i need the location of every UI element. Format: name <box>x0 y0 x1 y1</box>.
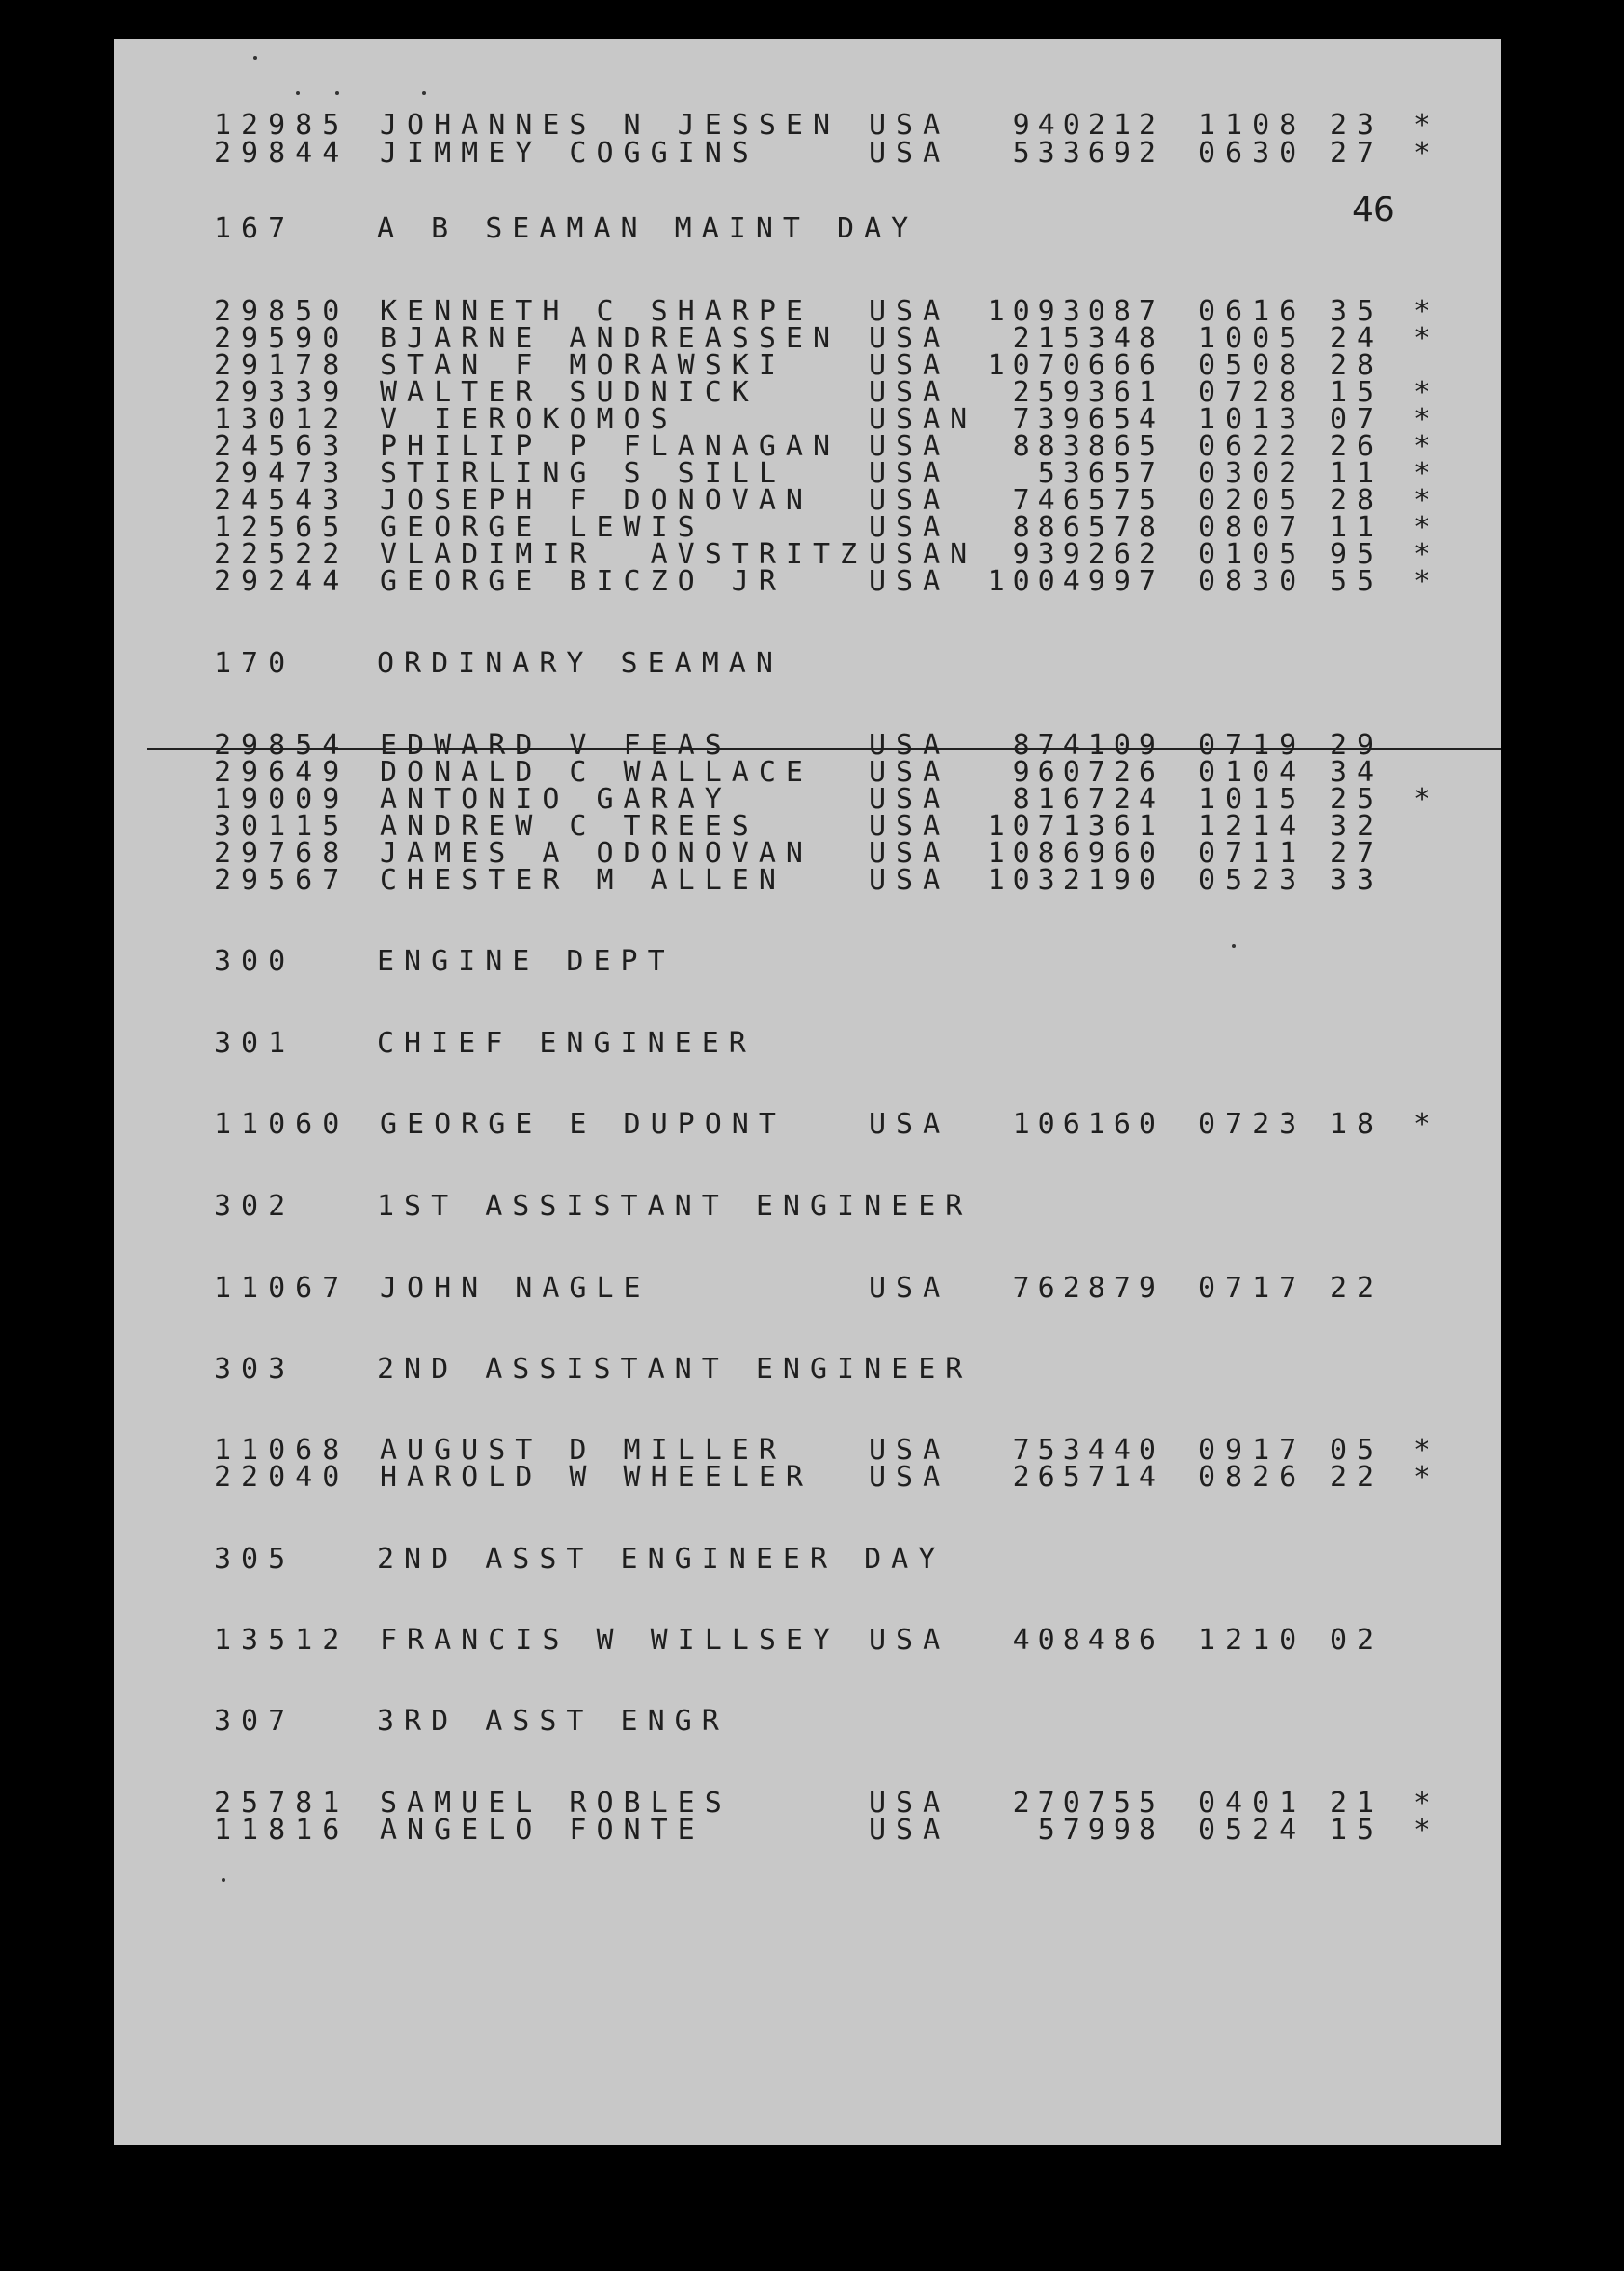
roster-entry <box>0 1108 1624 1141</box>
roster-entry <box>0 1814 1624 1846</box>
section-heading <box>0 1543 1624 1575</box>
entry-citizenship: USA <box>869 1434 951 1467</box>
entry-count: 35 <box>1330 295 1385 328</box>
entry-citizenship: USA <box>869 864 951 897</box>
entry-citizenship: USAN <box>869 538 978 571</box>
entry-name: GEORGE BICZO JR <box>380 565 786 598</box>
entry-date: 0717 <box>1198 1272 1307 1304</box>
entry-date: 0826 <box>1198 1461 1307 1494</box>
entry-citizenship: USA <box>869 1814 951 1846</box>
entry-name: AUGUST D MILLER <box>380 1434 786 1467</box>
entry-citizenship: USA <box>869 1461 951 1494</box>
entry-date: 0723 <box>1198 1108 1307 1141</box>
entry-date: 1005 <box>1198 322 1307 355</box>
entry-number: 265714 <box>1012 1461 1164 1494</box>
entry-count: 34 <box>1330 756 1385 789</box>
entry-number: 53657 <box>1037 457 1164 490</box>
entry-number: 1086960 <box>987 837 1164 870</box>
entry-date: 1013 <box>1198 403 1307 436</box>
entry-code: 12565 <box>214 511 350 544</box>
roster-entry <box>0 1624 1624 1656</box>
entry-code: 19009 <box>214 783 350 816</box>
entry-count: 11 <box>1330 457 1385 490</box>
entry-date: 1210 <box>1198 1624 1307 1656</box>
entry-code: 29244 <box>214 565 350 598</box>
entry-mark: * <box>1414 109 1441 142</box>
entry-name: STIRLING S SILL <box>380 457 786 490</box>
entry-count: 55 <box>1330 565 1385 598</box>
entry-code: 13012 <box>214 403 350 436</box>
entry-mark: * <box>1414 783 1441 816</box>
section-code: 303 <box>214 1353 296 1386</box>
entry-number: 886578 <box>1012 511 1164 544</box>
entry-name: BJARNE ANDREASSEN <box>380 322 841 355</box>
entry-mark: * <box>1414 137 1441 169</box>
entry-mark: * <box>1414 1814 1441 1846</box>
entry-date: 0630 <box>1198 137 1307 169</box>
ink-speck <box>296 91 300 95</box>
entry-count: 32 <box>1330 810 1385 843</box>
entry-mark: * <box>1414 295 1441 328</box>
entry-code: 11816 <box>214 1814 350 1846</box>
entry-name: GEORGE LEWIS <box>380 511 705 544</box>
section-heading <box>0 945 1624 978</box>
entry-citizenship: USA <box>869 837 951 870</box>
section-code: 305 <box>214 1543 296 1575</box>
section-title: 2ND ASST ENGINEER DAY <box>377 1543 946 1575</box>
entry-citizenship: USA <box>869 430 951 463</box>
entry-citizenship: USA <box>869 810 951 843</box>
entry-code: 30115 <box>214 810 350 843</box>
entry-name: JIMMEY COGGINS <box>380 137 759 169</box>
section-heading <box>0 1705 1624 1737</box>
entry-mark: * <box>1414 565 1441 598</box>
entry-count: 05 <box>1330 1434 1385 1467</box>
entry-count: 28 <box>1330 484 1385 517</box>
entry-mark: * <box>1414 430 1441 463</box>
section-title: A B SEAMAN MAINT DAY <box>377 212 919 245</box>
entry-citizenship: USA <box>869 783 951 816</box>
entry-number: 960726 <box>1012 756 1164 789</box>
entry-code: 29768 <box>214 837 350 870</box>
roster-entry <box>0 864 1624 897</box>
entry-date: 1214 <box>1198 810 1307 843</box>
section-heading <box>0 1353 1624 1386</box>
entry-date: 0711 <box>1198 837 1307 870</box>
entry-name: FRANCIS W WILLSEY <box>380 1624 841 1656</box>
entry-name: WALTER SUDNICK <box>380 376 759 409</box>
entry-citizenship: USA <box>869 511 951 544</box>
ink-speck <box>335 91 339 95</box>
entry-number: 874109 <box>1012 729 1164 762</box>
entry-mark: * <box>1414 376 1441 409</box>
entry-code: 24563 <box>214 430 350 463</box>
entry-date: 1108 <box>1198 109 1307 142</box>
entry-name: STAN F MORAWSKI <box>380 349 786 382</box>
ink-speck <box>222 1878 225 1882</box>
entry-citizenship: USA <box>869 1272 951 1304</box>
ink-speck <box>253 56 257 60</box>
entry-mark: * <box>1414 484 1441 517</box>
section-code: 301 <box>214 1027 296 1060</box>
entry-count: 07 <box>1330 403 1385 436</box>
entry-date: 0523 <box>1198 864 1307 897</box>
entry-name: SAMUEL ROBLES <box>380 1787 732 1819</box>
roster-entry <box>0 1461 1624 1494</box>
entry-citizenship: USA <box>869 137 951 169</box>
entry-count: 28 <box>1330 349 1385 382</box>
entry-citizenship: USA <box>869 756 951 789</box>
entry-date: 0524 <box>1198 1814 1307 1846</box>
section-heading <box>0 212 1624 245</box>
entry-number: 408486 <box>1012 1624 1164 1656</box>
entry-date: 0830 <box>1198 565 1307 598</box>
entry-code: 11060 <box>214 1108 350 1141</box>
entry-name: JOSEPH F DONOVAN <box>380 484 813 517</box>
entry-name: VLADIMIR AVSTRITZ <box>380 538 868 571</box>
entry-code: 29590 <box>214 322 350 355</box>
entry-count: 24 <box>1330 322 1385 355</box>
section-heading <box>0 1027 1624 1060</box>
entry-number: 57998 <box>1037 1814 1164 1846</box>
entry-citizenship: USA <box>869 322 951 355</box>
roster-entry <box>0 565 1624 598</box>
entry-mark: * <box>1414 538 1441 571</box>
entry-date: 0508 <box>1198 349 1307 382</box>
entry-count: 22 <box>1330 1461 1385 1494</box>
section-title: ORDINARY SEAMAN <box>377 647 783 680</box>
entry-mark: * <box>1414 511 1441 544</box>
entry-citizenship: USA <box>869 1108 951 1141</box>
entry-date: 0401 <box>1198 1787 1307 1819</box>
entry-code: 22040 <box>214 1461 350 1494</box>
entry-mark: * <box>1414 457 1441 490</box>
entry-count: 25 <box>1330 783 1385 816</box>
entry-citizenship: USAN <box>869 403 978 436</box>
entry-name: CHESTER M ALLEN <box>380 864 786 897</box>
entry-date: 0302 <box>1198 457 1307 490</box>
entry-date: 0719 <box>1198 729 1307 762</box>
entry-date: 0807 <box>1198 511 1307 544</box>
entry-mark: * <box>1414 322 1441 355</box>
entry-mark: * <box>1414 1434 1441 1467</box>
entry-code: 29567 <box>214 864 350 897</box>
section-code: 307 <box>214 1705 296 1737</box>
entry-citizenship: USA <box>869 376 951 409</box>
entry-count: 02 <box>1330 1624 1385 1656</box>
entry-number: 215348 <box>1012 322 1164 355</box>
entry-code: 13512 <box>214 1624 350 1656</box>
entry-citizenship: USA <box>869 295 951 328</box>
section-code: 170 <box>214 647 296 680</box>
entry-name: EDWARD V FEAS <box>380 729 732 762</box>
entry-mark: * <box>1414 403 1441 436</box>
entry-number: 883865 <box>1012 430 1164 463</box>
entry-count: 27 <box>1330 837 1385 870</box>
entry-count: 18 <box>1330 1108 1385 1141</box>
entry-count: 29 <box>1330 729 1385 762</box>
entry-name: ANGELO FONTE <box>380 1814 705 1846</box>
entry-date: 0104 <box>1198 756 1307 789</box>
entry-citizenship: USA <box>869 1787 951 1819</box>
entry-name: KENNETH C SHARPE <box>380 295 813 328</box>
entry-name: JOHN NAGLE <box>380 1272 651 1304</box>
entry-code: 29854 <box>214 729 350 762</box>
ink-speck <box>422 91 426 95</box>
entry-citizenship: USA <box>869 729 951 762</box>
entry-name: JOHANNES N JESSEN <box>380 109 841 142</box>
section-title: 2ND ASSISTANT ENGINEER <box>377 1353 973 1386</box>
entry-number: 753440 <box>1012 1434 1164 1467</box>
entry-citizenship: USA <box>869 349 951 382</box>
entry-count: 15 <box>1330 376 1385 409</box>
entry-number: 1071361 <box>987 810 1164 843</box>
entry-number: 106160 <box>1012 1108 1164 1141</box>
entry-number: 1004997 <box>987 565 1164 598</box>
entry-name: V IEROKOMOS <box>380 403 678 436</box>
entry-mark: * <box>1414 1787 1441 1819</box>
entry-code: 12985 <box>214 109 350 142</box>
entry-count: 26 <box>1330 430 1385 463</box>
section-heading <box>0 1190 1624 1223</box>
roster-entry <box>0 137 1624 169</box>
entry-name: ANDREW C TREES <box>380 810 759 843</box>
entry-number: 939262 <box>1012 538 1164 571</box>
entry-code: 11067 <box>214 1272 350 1304</box>
entry-name: DONALD C WALLACE <box>380 756 813 789</box>
entry-code: 29844 <box>214 137 350 169</box>
entry-date: 1015 <box>1198 783 1307 816</box>
entry-citizenship: USA <box>869 109 951 142</box>
entry-date: 0728 <box>1198 376 1307 409</box>
entry-name: GEORGE E DUPONT <box>380 1108 786 1141</box>
entry-number: 746575 <box>1012 484 1164 517</box>
entry-date: 0622 <box>1198 430 1307 463</box>
section-code: 300 <box>214 945 296 978</box>
entry-citizenship: USA <box>869 1624 951 1656</box>
entry-number: 533692 <box>1012 137 1164 169</box>
entry-number: 1032190 <box>987 864 1164 897</box>
entry-code: 29339 <box>214 376 350 409</box>
entry-count: 22 <box>1330 1272 1385 1304</box>
entry-date: 0205 <box>1198 484 1307 517</box>
entry-count: 95 <box>1330 538 1385 571</box>
entry-code: 29473 <box>214 457 350 490</box>
section-title: ENGINE DEPT <box>377 945 675 978</box>
entry-count: 27 <box>1330 137 1385 169</box>
entry-number: 270755 <box>1012 1787 1164 1819</box>
page-number: 46 <box>1352 191 1395 229</box>
entry-number: 1093087 <box>987 295 1164 328</box>
entry-code: 24543 <box>214 484 350 517</box>
entry-number: 762879 <box>1012 1272 1164 1304</box>
entry-mark: * <box>1414 1461 1441 1494</box>
entry-code: 25781 <box>214 1787 350 1819</box>
entry-number: 816724 <box>1012 783 1164 816</box>
entry-count: 23 <box>1330 109 1385 142</box>
entry-citizenship: USA <box>869 565 951 598</box>
entry-name: JAMES A ODONOVAN <box>380 837 813 870</box>
entry-code: 22522 <box>214 538 350 571</box>
entry-count: 15 <box>1330 1814 1385 1846</box>
entry-name: HAROLD W WHEELER <box>380 1461 813 1494</box>
entry-name: PHILIP P FLANAGAN <box>380 430 841 463</box>
section-code: 302 <box>214 1190 296 1223</box>
entry-code: 11068 <box>214 1434 350 1467</box>
entry-number: 940212 <box>1012 109 1164 142</box>
entry-mark: * <box>1414 1108 1441 1141</box>
entry-citizenship: USA <box>869 484 951 517</box>
entry-code: 29649 <box>214 756 350 789</box>
section-heading <box>0 647 1624 680</box>
roster-entry <box>0 109 1624 142</box>
roster-entry <box>0 1272 1624 1304</box>
entry-date: 0616 <box>1198 295 1307 328</box>
entry-number: 739654 <box>1012 403 1164 436</box>
entry-count: 11 <box>1330 511 1385 544</box>
entry-number: 259361 <box>1012 376 1164 409</box>
entry-date: 0105 <box>1198 538 1307 571</box>
section-code: 167 <box>214 212 296 245</box>
entry-name: ANTONIO GARAY <box>380 783 732 816</box>
entry-number: 1070666 <box>987 349 1164 382</box>
section-title: 3RD ASST ENGR <box>377 1705 729 1737</box>
entry-count: 21 <box>1330 1787 1385 1819</box>
entry-date: 0917 <box>1198 1434 1307 1467</box>
entry-count: 33 <box>1330 864 1385 897</box>
entry-code: 29850 <box>214 295 350 328</box>
section-title: CHIEF ENGINEER <box>377 1027 756 1060</box>
entry-citizenship: USA <box>869 457 951 490</box>
section-title: 1ST ASSISTANT ENGINEER <box>377 1190 973 1223</box>
entry-code: 29178 <box>214 349 350 382</box>
